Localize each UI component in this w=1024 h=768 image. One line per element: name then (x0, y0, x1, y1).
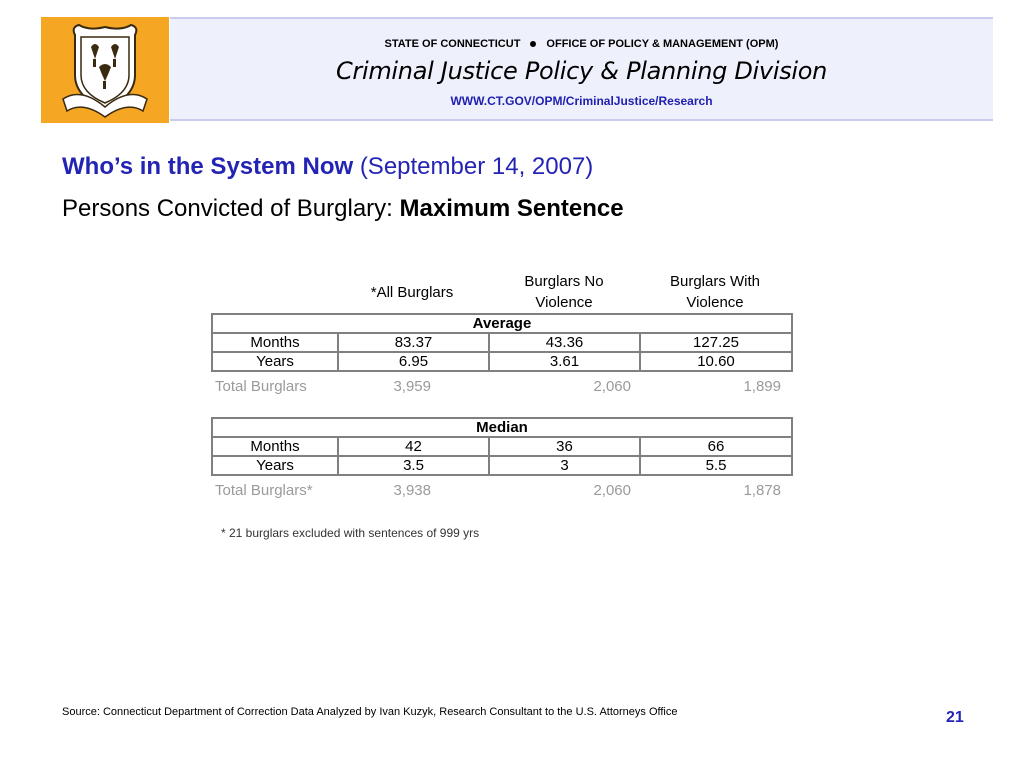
slide-title (62, 153, 593, 181)
total-value: 3,938 (393, 482, 431, 499)
agency-line (170, 38, 993, 50)
table-row (212, 456, 792, 475)
column-header-no-violence (489, 271, 639, 313)
column-header-with-violence (640, 271, 790, 313)
row-label: Years (212, 456, 338, 475)
total-value: 2,060 (593, 482, 631, 499)
connecticut-seal-icon (41, 17, 169, 123)
column-header-with-violence-line2: Violence (686, 294, 744, 311)
table-cell: 3.5 (338, 456, 489, 475)
column-header-with-violence-line1: Burglars With (669, 273, 761, 290)
column-header-all-line1: *All Burglars (370, 284, 454, 301)
division-title-amp: & (600, 57, 619, 85)
division-title (170, 57, 993, 85)
median-band-label: Median (212, 418, 792, 437)
page-number: 21 (946, 709, 964, 726)
total-value: 2,060 (593, 378, 631, 395)
bullet-icon (530, 41, 536, 47)
agency-state: STATE OF CONNECTICUT (384, 38, 521, 50)
average-table (211, 313, 793, 372)
header-band (170, 17, 993, 121)
table-row (212, 352, 792, 371)
slide-title-main: Who’s in the System Now (62, 153, 354, 180)
median-total-row (211, 482, 791, 502)
table-row (212, 437, 792, 456)
average-band-label: Average (212, 314, 792, 333)
slide-subtitle (62, 195, 624, 223)
table-cell: 5.5 (640, 456, 792, 475)
table-cell: 42 (338, 437, 489, 456)
table-cell: 127.25 (640, 333, 792, 352)
column-header-no-violence-line1: Burglars No (524, 273, 604, 290)
table-cell: 10.60 (640, 352, 792, 371)
total-value: 1,899 (743, 378, 781, 395)
total-label: Total Burglars (215, 378, 307, 395)
table-cell: 3 (489, 456, 640, 475)
slide-title-date: (September 14, 2007) (359, 153, 594, 180)
column-header-no-violence-line2: Violence (535, 294, 593, 311)
row-label: Months (212, 333, 338, 352)
row-label: Years (212, 352, 338, 371)
logo (41, 17, 169, 123)
division-title-part1: Criminal Justice Policy (335, 57, 593, 85)
total-value: 1,878 (743, 482, 781, 499)
source-note: Source: Connecticut Department of Correction Data Analyzed by Ivan Kuzyk, Research Consultant to the U.S. Attorneys Office (62, 706, 678, 718)
division-title-part2: Planning Division (626, 57, 828, 85)
median-table (211, 417, 793, 476)
table-row (212, 333, 792, 352)
table-row (212, 314, 792, 333)
total-label: Total Burglars* (215, 482, 313, 499)
table-cell: 83.37 (338, 333, 489, 352)
row-label: Months (212, 437, 338, 456)
table-cell: 3.61 (489, 352, 640, 371)
slide-subtitle-plain: Persons Convicted of Burglary: (62, 195, 393, 222)
slide-subtitle-bold: Maximum Sentence (399, 195, 624, 222)
agency-office: OFFICE OF POLICY & MANAGEMENT (OPM) (546, 38, 779, 50)
table-cell: 66 (640, 437, 792, 456)
table-cell: 6.95 (338, 352, 489, 371)
table-cell: 36 (489, 437, 640, 456)
table-cell: 43.36 (489, 333, 640, 352)
total-value: 3,959 (393, 378, 431, 395)
column-header-all (337, 282, 487, 303)
average-total-row (211, 378, 791, 398)
footnote: * 21 burglars excluded with sentences of 999 yrs (221, 526, 480, 540)
website-link[interactable]: WWW.CT.GOV/OPM/CriminalJustice/Research (450, 94, 713, 108)
table-row (212, 418, 792, 437)
